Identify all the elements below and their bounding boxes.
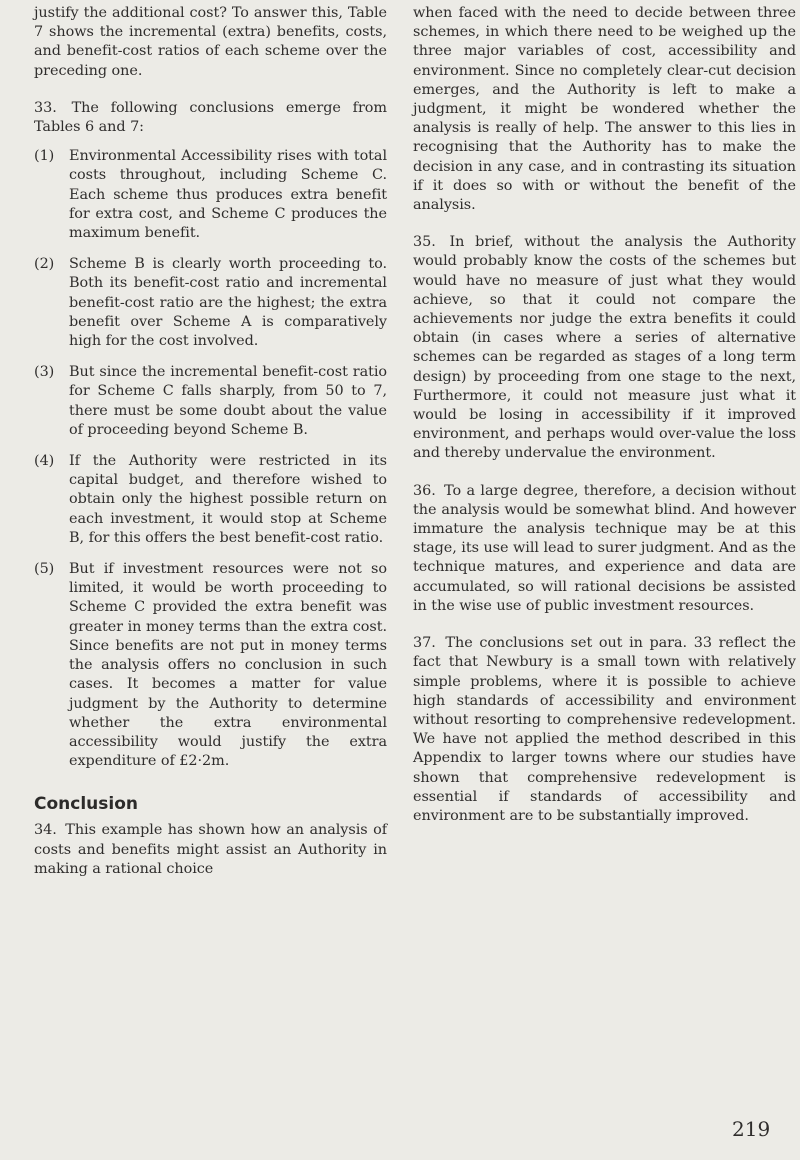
list-item-text: But if investment resources were not so limited, it would be worth proceeding to Scheme C provided the extra benefit was greater in money terms than the extra cost. Since benefits are not put in money terms the analysis offers no conclusion in such cases. It becomes a matter for value judgment by the Authority to determine whether the extra environmental accessibility would justify the extra expenditure of £2·2m. [69,561,387,770]
list-item-number: (5) [34,561,55,578]
list-item [34,560,387,771]
paragraph-34 [34,821,387,879]
paragraph-number: 33. [34,99,57,116]
right-column [413,4,796,826]
list-item-number: (2) [34,256,55,273]
list-item-text: Environmental Accessibility rises with total costs throughout, including Scheme C. Each scheme thus produces extra benefit for extra cost, and Scheme C produces the maximum benefit. [69,148,387,242]
continuation-paragraph: when faced with the need to decide between three schemes, in which there need to be weighed up the three major variables of cost, accessibility and environment. Since no completely clear-cut decision emerges, and the Authority is left to make a judgment, it might be wondered whether the analysis is really of help. The answer to this lies in recognising that the Authority has to make the decision in any case, and in contrasting its situation if it does so with or without the benefit of the analysis. [413,5,796,214]
left-column [34,4,387,879]
list-item-text: If the Authority were restricted in its capital budget, and therefore wished to obtain only the highest possible return on each investment, it would stop at Scheme B, for this offers the best benefit-cost ratio. [69,453,387,546]
paragraph-number: 37. [413,635,436,652]
list-item-number: (1) [34,148,55,165]
paragraph-text: This example has shown how an analysis of costs and benefits might assist an Authority in making a rational choice [34,822,387,877]
paragraph-text: To a large degree, therefore, a decision without the analysis would be somewhat blind. And however immature the analysis technique may be at this stage, its use will lead to surer judgment. And as the technique matures, and experience and data are accumulated, so will rational decisions be assisted in the wise use of public investment resources. [413,482,796,614]
paragraph-text: The conclusions set out in para. 33 reflect the fact that Newbury is a small town with relatively simple problems, where it is possible to achieve high standards of accessibility and environment without resorting to comprehensive redevelopment. We have not applied the method described in this Appendix to larger towns where our studies have shown that comprehensive redevelopment is essential if standards of accessibility and environment are to be substantially improved. [413,635,797,824]
list-item-number: (4) [34,453,55,470]
intro-paragraph: justify the additional cost? To answer this, Table 7 shows the incremental (extra) benefits, costs, and benefit-cost ratios of each scheme over the preceding one. [34,5,387,79]
paragraph-number: 36. [413,482,436,499]
list-item-text: Scheme B is clearly worth proceeding to. Both its benefit-cost ratio and incremental benefit-cost ratio are the highest; the extra benefit over Scheme A is comparatively high for the cost involved. [69,256,387,350]
list-item [34,452,387,548]
paragraph-33 [34,99,387,137]
paragraph-35 [413,233,796,463]
paragraph-text: The following conclusions emerge from Tables 6 and 7: [34,99,387,136]
list-item [34,363,387,440]
paragraph-text: In brief, without the analysis the Authority would probably know the costs of the schemes but would have no measure of just what they would achieve, so that it could not compare the achievements nor judge the extra benefits it could obtain (in cases where a series of alternative schemes can be regarded as stages of a long term design) by proceeding from one stage to the next, Furthermore, it could not measure just what it would be losing in accessibility if it improved environment, and perhaps would over-value the loss and thereby undervalue the environment. [413,234,796,462]
paragraph-number: 35. [413,234,436,251]
list-item [34,255,387,351]
section-heading: Conclusion [34,794,138,815]
paragraph-37 [413,634,796,826]
list-item-text: But since the incremental benefit-cost ratio for Scheme C falls sharply, from 50 to 7, there must be some doubt about the value of proceeding beyond Scheme B. [69,364,387,438]
paragraph-36 [413,482,796,616]
page-number: 219 [732,1117,771,1141]
list-item-number: (3) [34,364,55,381]
paragraph-number: 34. [34,822,57,839]
list-item [34,147,387,243]
conclusions-list [34,147,387,771]
